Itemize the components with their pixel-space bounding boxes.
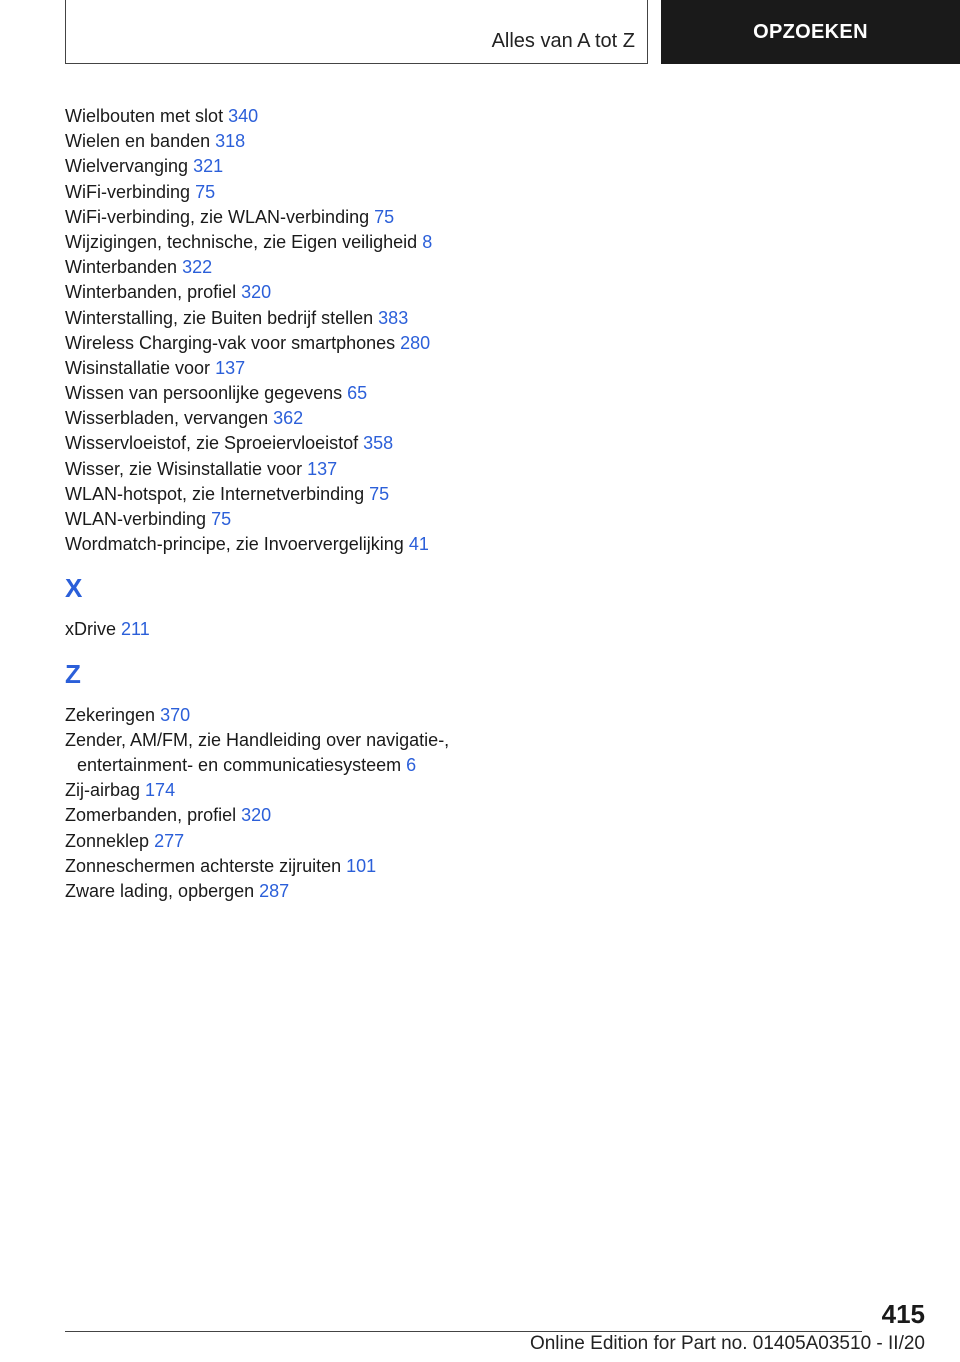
page-link[interactable]: 137 (215, 357, 246, 378)
index-term: Wielbouten met slot (65, 106, 224, 126)
index-term: Wordmatch-principe, zie Invoervergelijking (65, 534, 404, 555)
page-link[interactable]: 75 (374, 206, 395, 227)
index-term: Zomerbanden, profiel (65, 805, 237, 826)
page-link[interactable]: 370 (160, 704, 191, 725)
index-entry (65, 482, 925, 507)
index-term: Zware lading, opbergen (65, 880, 255, 901)
index-entry (65, 180, 925, 205)
opzoeken-tab-label: OPZOEKEN (753, 20, 868, 43)
page-link[interactable]: 383 (378, 307, 409, 328)
index-term: Zij-airbag (65, 780, 141, 801)
index-term: Wisinstallatie voor (65, 357, 211, 378)
index-group-w (65, 104, 925, 557)
index-term: WLAN-verbinding (65, 509, 207, 529)
index-entry (65, 457, 925, 482)
page-link[interactable]: 211 (121, 619, 150, 640)
page-link[interactable]: 280 (400, 332, 431, 353)
index-entry (65, 617, 925, 642)
page-link[interactable]: 358 (363, 433, 394, 454)
page-link[interactable]: 75 (211, 509, 232, 529)
index-term: Wijzigingen, technische, zie Eigen veiligheid (65, 231, 418, 252)
index-list (65, 104, 925, 904)
index-entry (65, 879, 925, 904)
index-entry (65, 230, 925, 255)
index-term: Winterbanden (65, 257, 178, 278)
page-link[interactable]: 287 (259, 880, 290, 901)
index-entry (65, 507, 925, 532)
page-link[interactable]: 320 (241, 282, 272, 303)
page-link[interactable]: 321 (193, 156, 224, 177)
page-link[interactable]: 75 (369, 483, 390, 504)
page-link[interactable]: 318 (215, 131, 246, 152)
index-term: Zonneklep (65, 830, 150, 851)
page-link[interactable]: 277 (154, 830, 185, 851)
index-term-continuation: entertainment- en communicatiesysteem 6 (77, 754, 417, 775)
index-entry (65, 703, 925, 728)
index-term: Zonneschermen achterste zijruiten (65, 855, 342, 876)
index-term: Wisser, zie Wisinstallatie voor (65, 458, 303, 479)
index-term: Winterbanden, profiel (65, 282, 237, 303)
footer-edition-text: Online Edition for Part no. 01405A03510 - II/20 (529, 1333, 925, 1354)
index-entry (65, 104, 925, 129)
index-entry (65, 778, 925, 803)
index-entry (65, 381, 925, 406)
index-term: xDrive (65, 619, 117, 640)
index-entry (65, 829, 925, 854)
index-term: Wisserbladen, vervangen (65, 408, 269, 429)
index-term: Zender, AM/FM, zie Handleiding over navigatie-, (65, 729, 450, 750)
page-link[interactable]: 75 (195, 181, 216, 202)
index-entry (65, 331, 925, 356)
index-term: Winterstalling, zie Buiten bedrijf stellen (65, 307, 374, 328)
index-term: WiFi-verbinding (65, 181, 191, 202)
index-term: Zekeringen (65, 704, 156, 725)
index-letter-x: X (65, 573, 83, 604)
index-entry (65, 803, 925, 828)
index-entry (65, 280, 925, 305)
index-term: Wielvervanging (65, 156, 189, 177)
page-link[interactable]: 340 (228, 106, 259, 126)
page-link[interactable]: 101 (346, 855, 377, 876)
index-group-x (65, 617, 925, 642)
page-link[interactable]: 41 (408, 534, 429, 555)
page-link[interactable]: 6 (406, 754, 417, 775)
index-entry (65, 431, 925, 456)
index-term: WiFi-verbinding, zie WLAN-verbinding (65, 206, 370, 227)
page-link[interactable]: 322 (182, 257, 213, 278)
index-entry (65, 306, 925, 331)
index-term: WLAN-hotspot, zie Internetverbinding (65, 483, 365, 504)
index-group-z (65, 778, 925, 904)
footer-divider (65, 1331, 862, 1332)
opzoeken-tab[interactable] (661, 0, 960, 64)
index-entry (65, 406, 925, 431)
page-link[interactable]: 137 (307, 458, 338, 479)
page-link[interactable]: 362 (273, 408, 304, 429)
section-title: Alles van A tot Z (491, 30, 635, 52)
page-link[interactable]: 65 (347, 383, 368, 404)
page-link[interactable]: 8 (422, 231, 433, 252)
index-entry (65, 154, 925, 179)
index-entry (65, 854, 925, 879)
index-entry (65, 129, 925, 154)
page-link[interactable]: 320 (241, 805, 272, 826)
index-term: Wisservloeistof, zie Sproeiervloeistof (65, 433, 359, 454)
index-letter-z: Z (65, 658, 81, 689)
index-term: Wielen en banden (65, 131, 211, 152)
index-entry (65, 356, 925, 381)
index-entry (65, 255, 925, 280)
index-entry (65, 728, 925, 778)
page-number: 415 (881, 1299, 925, 1329)
page-link[interactable]: 174 (145, 780, 176, 801)
index-entry (65, 205, 925, 230)
index-term: Wireless Charging-vak voor smartphones (65, 332, 396, 353)
index-entry (65, 532, 925, 557)
index-term: Wissen van persoonlijke gegevens (65, 383, 343, 404)
